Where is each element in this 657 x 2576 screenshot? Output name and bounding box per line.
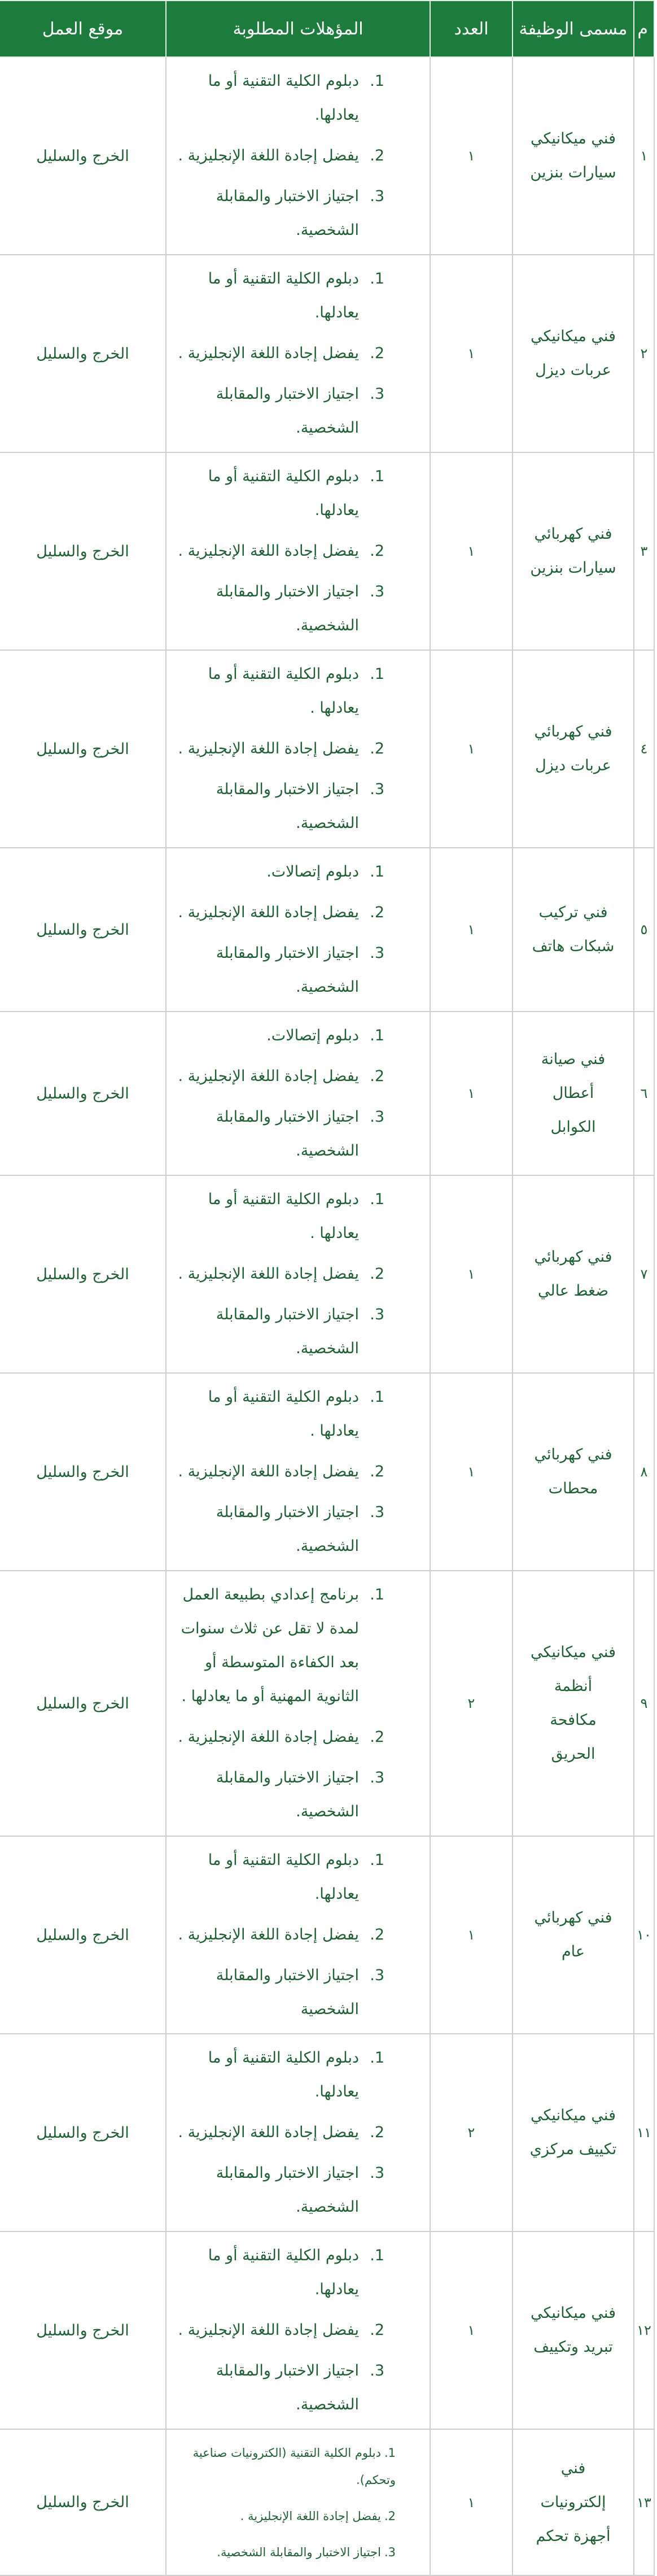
qualification-item: دبلوم الكلية التقنية أو ما يعادلها . [208, 665, 359, 717]
qualifications-list [178, 1578, 407, 1829]
qualifications-list [178, 1019, 407, 1168]
row-number: ٨ [634, 1373, 654, 1571]
qualifications-list [178, 1380, 407, 1563]
header-location: موقع العمل [0, 1, 166, 57]
qualification-item: دبلوم الكلية التقنية أو ما يعادلها . [208, 1191, 359, 1242]
row-number: ١٠ [634, 1836, 654, 2034]
work-location: الخرج والسليل [0, 848, 166, 1012]
table-row [0, 2034, 654, 2231]
qualification-item: دبلوم الكلية التقنية أو ما يعادلها. [208, 270, 359, 321]
qualification-item: برنامج إعدادي بطبيعة العمل لمدة لا تقل عن ثلاث سنوات بعد الكفاءة المتوسطة أو الثانوية المهنية أو ما يعادلها . [181, 1586, 359, 1705]
work-location: الخرج والسليل [0, 1012, 166, 1175]
qualification-item: يفضل إجادة اللغة الإنجليزية . [178, 147, 359, 164]
qualifications-cell [166, 1373, 430, 1571]
work-location: الخرج والسليل [0, 1836, 166, 2034]
qualification-item: اجتياز الاختبار والمقابلة الشخصية. [216, 1108, 359, 1160]
qualification-item: يفضل إجادة اللغة الإنجليزية . [178, 1926, 359, 1943]
qualification-item: يفضل إجادة اللغة الإنجليزية . [178, 2124, 359, 2141]
qualification-item: دبلوم الكلية التقنية أو ما يعادلها. [208, 2247, 359, 2298]
table-row [0, 1571, 654, 1836]
job-count: ١ [430, 848, 513, 1012]
qualification-item: دبلوم الكلية التقنية أو ما يعادلها. [208, 2049, 359, 2100]
job-title: فني ميكانيكي تبريد وتكييف [513, 2231, 634, 2429]
job-title: فني ميكانيكي أنظمة مكافحة الحريق [513, 1571, 634, 1836]
row-number: ٤ [634, 650, 654, 848]
job-count: ١ [430, 2429, 513, 2575]
qualifications-cell [166, 1012, 430, 1175]
row-number: ١ [634, 57, 654, 255]
work-location: الخرج والسليل [0, 1175, 166, 1373]
qualifications-cell [166, 255, 430, 452]
qualification-item: دبلوم إتصالات. [266, 1027, 359, 1044]
work-location: الخرج والسليل [0, 1571, 166, 1836]
header-count: العدد [430, 1, 513, 57]
qualifications-cell [166, 57, 430, 255]
work-location: الخرج والسليل [0, 255, 166, 452]
job-count: ١ [430, 255, 513, 452]
table-row [0, 452, 654, 650]
qualifications-list [178, 1183, 407, 1366]
qualification-item: يفضل إجادة اللغة الإنجليزية . [178, 345, 359, 362]
qualifications-cell [166, 2034, 430, 2231]
row-number: ١٣ [634, 2429, 654, 2575]
job-title: فني صيانة أعطال الكوابل [513, 1012, 634, 1175]
qualification-item: يفضل إجادة اللغة الإنجليزية . [178, 740, 359, 757]
job-count: ١ [430, 57, 513, 255]
qualification-item: اجتياز الاختبار والمقابلة الشخصية [216, 1967, 359, 2018]
qualification-item: يفضل إجادة اللغة الإنجليزية . [178, 904, 359, 921]
qualifications-list [178, 460, 407, 643]
table-row [0, 57, 654, 255]
qualifications-list [178, 1843, 407, 2026]
qualification-item: اجتياز الاختبار والمقابلة الشخصية. [217, 2545, 381, 2559]
job-title: فني إلكترونيات أجهزة تحكم [513, 2429, 634, 2575]
qualification-item: دبلوم الكلية التقنية أو ما يعادلها. [208, 468, 359, 519]
work-location: الخرج والسليل [0, 2429, 166, 2575]
qualification-item: اجتياز الاختبار والمقابلة الشخصية. [216, 2164, 359, 2216]
qualifications-cell [166, 650, 430, 848]
job-title: فني كهربائي عام [513, 1836, 634, 2034]
work-location: الخرج والسليل [0, 57, 166, 255]
row-number: ٩ [634, 1571, 654, 1836]
qualification-item: يفضل إجادة اللغة الإنجليزية . [240, 2509, 381, 2523]
header-qualifications: المؤهلات المطلوبة [166, 1, 430, 57]
row-number: ١٢ [634, 2231, 654, 2429]
job-title: فني ميكانيكي تكييف مركزي [513, 2034, 634, 2231]
job-count: ٢ [430, 2034, 513, 2231]
qualification-item: يفضل إجادة اللغة الإنجليزية . [178, 1265, 359, 1283]
qualification-item: يفضل إجادة اللغة الإنجليزية . [178, 1067, 359, 1085]
qualification-item: يفضل إجادة اللغة الإنجليزية . [178, 542, 359, 560]
job-title: فني كهربائي عربات ديزل [513, 650, 634, 848]
qualifications-list [178, 2041, 407, 2224]
qualification-item: يفضل إجادة اللغة الإنجليزية . [178, 1463, 359, 1480]
qualification-item: دبلوم الكلية التقنية أو ما يعادلها. [208, 72, 359, 124]
table-row [0, 650, 654, 848]
work-location: الخرج والسليل [0, 2231, 166, 2429]
job-title: فني كهربائي محطات [513, 1373, 634, 1571]
table-row [0, 1012, 654, 1175]
qualification-item: اجتياز الاختبار والمقابلة الشخصية. [216, 583, 359, 634]
table-row [0, 848, 654, 1012]
work-location: الخرج والسليل [0, 1373, 166, 1571]
qualifications-cell [166, 1836, 430, 2034]
qualification-item: اجتياز الاختبار والمقابلة الشخصية. [216, 781, 359, 832]
qualifications-cell [166, 1175, 430, 1373]
work-location: الخرج والسليل [0, 452, 166, 650]
job-count: ٢ [430, 1571, 513, 1836]
work-location: الخرج والسليل [0, 2034, 166, 2231]
row-number: ٥ [634, 848, 654, 1012]
row-number: ١١ [634, 2034, 654, 2231]
qualification-item: اجتياز الاختبار والمقابلة الشخصية. [216, 1306, 359, 1357]
row-number: ٢ [634, 255, 654, 452]
qualifications-cell [166, 2231, 430, 2429]
qualification-item: اجتياز الاختبار والمقابلة الشخصية. [216, 2362, 359, 2413]
job-title: فني كهربائي سيارات بنزين [513, 452, 634, 650]
header-number: م [634, 1, 654, 57]
qualification-item: اجتياز الاختبار والمقابلة الشخصية. [216, 385, 359, 437]
row-number: ٣ [634, 452, 654, 650]
qualification-item: اجتياز الاختبار والمقابلة الشخصية. [216, 1503, 359, 1555]
work-location: الخرج والسليل [0, 650, 166, 848]
qualifications-list [178, 64, 407, 247]
qualifications-list [178, 2439, 407, 2566]
qualification-item: دبلوم الكلية التقنية أو ما يعادلها. [208, 1851, 359, 1903]
qualifications-list [178, 855, 407, 1004]
table-row [0, 1175, 654, 1373]
table-row [0, 255, 654, 452]
job-count: ١ [430, 650, 513, 848]
row-number: ٦ [634, 1012, 654, 1175]
job-title: فني كهربائي ضغط عالي [513, 1175, 634, 1373]
job-title: فني تركيب شبكات هاتف [513, 848, 634, 1012]
job-count: ١ [430, 1373, 513, 1571]
table-header-row [0, 1, 654, 57]
header-job-title: مسمى الوظيفة [513, 1, 634, 57]
job-count: ١ [430, 2231, 513, 2429]
qualifications-cell [166, 848, 430, 1012]
job-count: ١ [430, 1175, 513, 1373]
qualification-item: دبلوم إتصالات. [266, 863, 359, 881]
job-title: فني ميكانيكي عربات ديزل [513, 255, 634, 452]
job-title: فني ميكانيكي سيارات بنزين [513, 57, 634, 255]
qualifications-cell [166, 1571, 430, 1836]
job-count: ١ [430, 452, 513, 650]
qualification-item: دبلوم الكلية التقنية (الكترونيات صناعية وتحكم). [192, 2446, 396, 2487]
qualification-item: اجتياز الاختبار والمقابلة الشخصية. [216, 188, 359, 239]
job-count: ١ [430, 1836, 513, 2034]
qualification-item: اجتياز الاختبار والمقابلة الشخصية. [216, 944, 359, 996]
row-number: ٧ [634, 1175, 654, 1373]
qualifications-list [178, 2239, 407, 2422]
qualifications-cell [166, 452, 430, 650]
job-count: ١ [430, 1012, 513, 1175]
table-row [0, 1836, 654, 2034]
table-row [0, 1373, 654, 1571]
qualification-item: يفضل إجادة اللغة الإنجليزية . [178, 1728, 359, 1746]
qualification-item: اجتياز الاختبار والمقابلة الشخصية. [216, 1769, 359, 1820]
qualifications-list [178, 262, 407, 445]
qualifications-list [178, 657, 407, 840]
qualification-item: يفضل إجادة اللغة الإنجليزية . [178, 2321, 359, 2339]
table-body [0, 57, 654, 2575]
qualifications-cell [166, 2429, 430, 2575]
qualification-item: دبلوم الكلية التقنية أو ما يعادلها . [208, 1388, 359, 1440]
table-row [0, 2429, 654, 2575]
table-row [0, 2231, 654, 2429]
